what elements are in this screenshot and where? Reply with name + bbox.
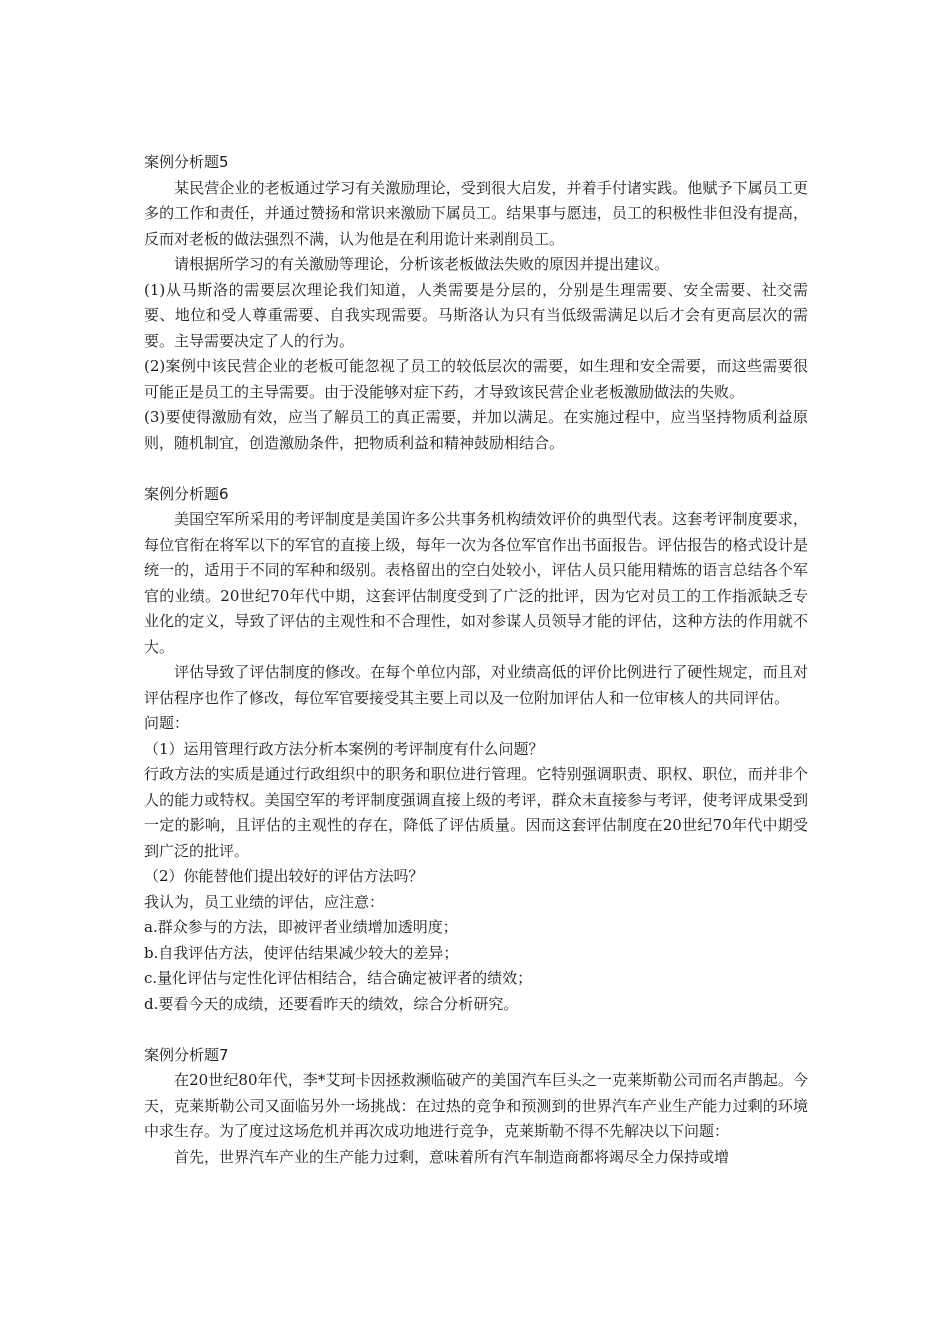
answer-list-item: b.自我评估方法，使评估结果减少较大的差异； <box>144 943 459 962</box>
section-title-case-7: 案例分析题7 <box>144 1045 229 1064</box>
question-item: （1）运用管理行政方法分析本案例的考评制度有什么问题？ <box>144 739 544 758</box>
section-spacer <box>144 456 808 482</box>
paragraph: 首先，世界汽车产业的生产能力过剩，意味着所有汽车制造商都将竭尽全力保持或增 <box>174 1147 730 1166</box>
answer-item: (2)案例中该民营企业的老板可能忽视了员工的较低层次的需要，如生理和安全需要，而这些需要很可能正是员工的主导需要。由于没能够对症下药，才导致该民营企业老板激励做法的失败。 <box>144 357 808 401</box>
section-spacer <box>144 1017 808 1043</box>
paragraph: 请根据所学习的有关激励等理论，分析该老板做法失败的原因并提出建议。 <box>174 255 670 273</box>
question-item: （2）你能替他们提出较好的评估方法吗？ <box>144 867 424 885</box>
answer-intro: 我认为，员工业绩的评估，应注意： <box>144 892 385 911</box>
answer-list-item: d.要看今天的成绩，还要看昨天的绩效，综合分析研究。 <box>144 994 519 1013</box>
paragraph: 在20世纪80年代，李*艾珂卡因拯救濒临破产的美国汽车巨头之一克莱斯勒公司而名声鹊起。今天，克莱斯勒公司又面临另外一场挑战：在过热的竞争和预测到的世界汽车产业生产能力过剩的环境中求生存。为了度过这场危机并再次成功地进行竞争，克莱斯勒不得不先解决以下问题： <box>144 1071 808 1140</box>
paragraph: 美国空军所采用的考评制度是美国许多公共事务机构绩效评价的典型代表。这套考评制度要求，每位官衔在将军以下的军官的直接上级，每年一次为各位军官作出书面报告。评估报告的格式设计是统一的，适用于不同的军种和级别。表格留出的空白处较小，评估人员只能用精炼的语言总结各个军官的业绩。20世纪70年代中期，这套评估制度受到了广泛的批评，因为它对员工的工作指派缺乏专业化的定义，导致了评估的主观性和不合理性，如对参谋人员领导才能的评估，这种方法的作用就不大。 <box>144 510 808 656</box>
section-title-case-6: 案例分析题6 <box>144 484 229 503</box>
document-body <box>144 150 808 1170</box>
answer-item: 行政方法的实质是通过行政组织中的职务和职位进行管理。它特别强调职责、职权、职位，而并非个人的能力或特权。美国空军的考评制度强调直接上级的考评，群众未直接参与考评，使考评成果受到一定的影响，且评估的主观性的存在，降低了评估质量。因而这套评估制度在20世纪70年代中期受到广泛的批评。 <box>144 765 808 860</box>
question-label: 问题： <box>144 714 190 732</box>
section-title-case-5: 案例分析题5 <box>144 153 229 171</box>
answer-item: (3)要使得激励有效，应当了解员工的真正需要，并加以满足。在实施过程中，应当坚持物质利益原则，随机制宜，创造激励条件，把物质利益和精神鼓励相结合。 <box>144 408 808 452</box>
answer-list-item: a.群众参与的方法，即被评者业绩增加透明度； <box>144 918 458 936</box>
paragraph: 评估导致了评估制度的修改。在每个单位内部，对业绩高低的评价比例进行了硬性规定，而且对评估程序也作了修改，每位军官要接受其主要上司以及一位附加评估人和一位审核人的共同评估。 <box>144 663 808 707</box>
answer-item: (1)从马斯洛的需要层次理论我们知道，人类需要是分层的，分别是生理需要、安全需要、社交需要、地位和受人尊重需要、自我实现需要。马斯洛认为只有当低级需满足以后才会有更高层次的需要。主导需要决定了人的行为。 <box>144 280 808 350</box>
paragraph: 某民营企业的老板通过学习有关激励理论，受到很大启发，并着手付诸实践。他赋予下属员工更多的工作和责任，并通过赞扬和常识来激励下属员工。结果事与愿违，员工的积极性非但没有提高，反而对老板的做法强烈不满，认为他是在利用诡计来剥削员工。 <box>144 178 808 248</box>
answer-list-item: c.量化评估与定性化评估相结合，结合确定被评者的绩效； <box>144 969 533 987</box>
